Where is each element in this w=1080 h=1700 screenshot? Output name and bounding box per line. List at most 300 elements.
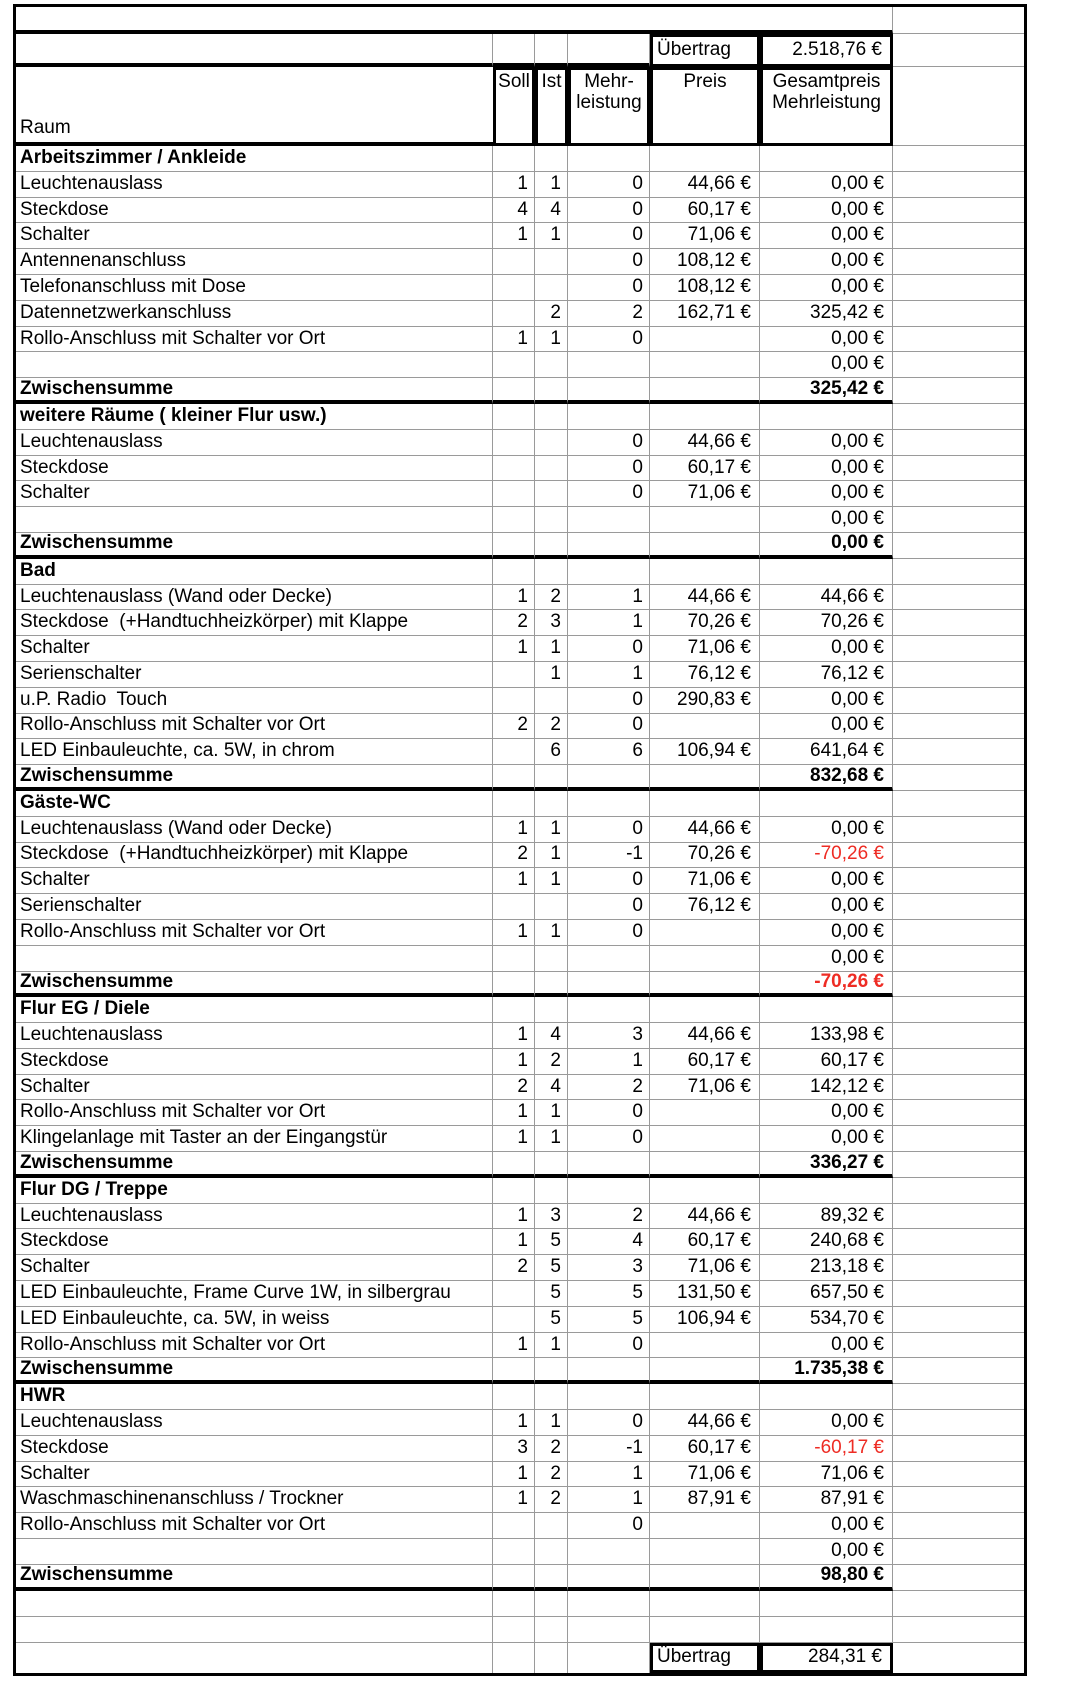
extra-cell: [893, 1023, 1024, 1049]
extra-cell: [893, 1204, 1024, 1230]
column-header-gesamtpreis-line2: Mehrleistung: [772, 91, 881, 113]
carryover-top-mehr-cell: [568, 34, 650, 67]
extra-cell: [893, 533, 1024, 559]
preis-cell: 71,06 €: [650, 868, 760, 894]
room-cell: Leuchtenauslass: [16, 1410, 493, 1436]
mehrleistung-cell: 2: [568, 1075, 650, 1101]
mehrleistung-cell: -1: [568, 1436, 650, 1462]
empty-cell: [650, 559, 760, 585]
room-cell: Schalter: [16, 868, 493, 894]
room-cell: [16, 946, 493, 972]
carryover-bottom-extra-cell: [893, 1643, 1024, 1673]
extra-cell: [893, 249, 1024, 275]
preis-cell: [650, 1333, 760, 1359]
soll-cell: [493, 1281, 535, 1307]
preis-cell: 44,66 €: [650, 1410, 760, 1436]
soll-cell: [493, 688, 535, 714]
mehrleistung-cell: 0: [568, 1410, 650, 1436]
preis-cell: [650, 507, 760, 533]
mehrleistung-cell: 0: [568, 1513, 650, 1539]
empty-cell: [568, 378, 650, 404]
column-header-mehrleistung-line1: Mehr-: [584, 71, 634, 92]
room-cell: Klingelanlage mit Taster an der Eingangstür: [16, 1126, 493, 1152]
carryover-bottom-soll-cell: [493, 1643, 535, 1673]
gesamtpreis-cell: 60,17 €: [760, 1049, 893, 1075]
mehrleistung-cell: 0: [568, 714, 650, 740]
empty-cell: [893, 1384, 1024, 1410]
item-row: [16, 1023, 1024, 1049]
subtotal-row: [16, 972, 1024, 998]
empty-cell: [493, 559, 535, 585]
preis-cell: [650, 1513, 760, 1539]
column-header-gesamtpreis-line1: Gesamtpreis: [772, 71, 881, 92]
empty-cell: [650, 791, 760, 817]
gesamtpreis-cell: 89,32 €: [760, 1204, 893, 1230]
carryover-top-row: [16, 34, 1024, 67]
extra-cell: [893, 327, 1024, 353]
column-header-extra-cell: [893, 67, 1024, 146]
item-row: [16, 1255, 1024, 1281]
preis-cell: 44,66 €: [650, 1204, 760, 1230]
gesamtpreis-cell: 0,00 €: [760, 868, 893, 894]
ist-cell: [535, 946, 568, 972]
item-row: [16, 249, 1024, 275]
mehrleistung-cell: 2: [568, 1204, 650, 1230]
preis-cell: 108,12 €: [650, 275, 760, 301]
carryover-bottom-raum-cell: [16, 1643, 493, 1673]
subtotal-label: Zwischensumme: [16, 1565, 493, 1591]
preis-cell: 70,26 €: [650, 843, 760, 869]
ist-cell: 4: [535, 1023, 568, 1049]
ist-cell: 2: [535, 1436, 568, 1462]
column-header-row: [16, 67, 1024, 146]
carryover-top-extra-cell: [893, 34, 1024, 67]
preis-cell: 162,71 €: [650, 301, 760, 327]
item-row: [16, 1462, 1024, 1488]
room-cell: Rollo-Anschluss mit Schalter vor Ort: [16, 1513, 493, 1539]
ist-cell: 1: [535, 1126, 568, 1152]
soll-cell: [493, 1539, 535, 1565]
empty-cell: [650, 1565, 760, 1591]
soll-cell: [493, 662, 535, 688]
extra-cell: [893, 1075, 1024, 1101]
preis-cell: [650, 352, 760, 378]
ist-cell: 4: [535, 1075, 568, 1101]
gesamtpreis-cell: -70,26 €: [760, 843, 893, 869]
preis-cell: [650, 946, 760, 972]
ist-cell: [535, 249, 568, 275]
ist-cell: [535, 352, 568, 378]
room-cell: Schalter: [16, 1462, 493, 1488]
carryover-bottom-mehr-cell: [568, 1643, 650, 1673]
gesamtpreis-cell: 657,50 €: [760, 1281, 893, 1307]
carryover-bottom-ist-cell: [535, 1643, 568, 1673]
room-cell: Schalter: [16, 1255, 493, 1281]
mehrleistung-cell: 1: [568, 1049, 650, 1075]
extra-cell: [893, 507, 1024, 533]
column-header-mehrleistung: [568, 67, 650, 146]
empty-cell: [568, 559, 650, 585]
gesamtpreis-cell: 0,00 €: [760, 714, 893, 740]
room-cell: Leuchtenauslass: [16, 1023, 493, 1049]
gesamtpreis-cell: 0,00 €: [760, 352, 893, 378]
empty-cell: [568, 1358, 650, 1384]
empty-cell: [535, 559, 568, 585]
gesamtpreis-cell: 76,12 €: [760, 662, 893, 688]
room-cell: Leuchtenauslass (Wand oder Decke): [16, 817, 493, 843]
ist-cell: 5: [535, 1255, 568, 1281]
preis-cell: 108,12 €: [650, 249, 760, 275]
extra-cell: [893, 972, 1024, 998]
top-empty-extra-cell: [893, 7, 1024, 34]
section-title-row: [16, 404, 1024, 430]
extra-cell: [893, 456, 1024, 482]
soll-cell: [493, 456, 535, 482]
item-row: [16, 1513, 1024, 1539]
soll-cell: [493, 481, 535, 507]
gesamtpreis-cell: 641,64 €: [760, 739, 893, 765]
extra-cell: [893, 1307, 1024, 1333]
preis-cell: 290,83 €: [650, 688, 760, 714]
mehrleistung-cell: 0: [568, 456, 650, 482]
extra-cell: [893, 662, 1024, 688]
preis-cell: 106,94 €: [650, 1307, 760, 1333]
empty-cell: [493, 972, 535, 998]
preis-cell: 106,94 €: [650, 739, 760, 765]
column-header-preis: Preis: [650, 67, 760, 146]
gesamtpreis-cell: 0,00 €: [760, 1333, 893, 1359]
mehrleistung-cell: 0: [568, 688, 650, 714]
room-cell: LED Einbauleuchte, Frame Curve 1W, in silbergrau: [16, 1281, 493, 1307]
extra-cell: [893, 1255, 1024, 1281]
extra-cell: [893, 636, 1024, 662]
empty-cell: [650, 972, 760, 998]
empty-cell: [493, 1358, 535, 1384]
extra-cell: [893, 739, 1024, 765]
ist-cell: [535, 456, 568, 482]
item-row: [16, 714, 1024, 740]
empty-cell: [493, 533, 535, 559]
empty-cell: [893, 791, 1024, 817]
subtotal-value: 832,68 €: [760, 765, 893, 791]
empty-cell: [650, 146, 760, 172]
item-row: [16, 275, 1024, 301]
mehrleistung-cell: [568, 1539, 650, 1565]
extra-cell: [893, 198, 1024, 224]
empty-cell: [493, 1384, 535, 1410]
preis-cell: 60,17 €: [650, 1229, 760, 1255]
preis-cell: [650, 1539, 760, 1565]
soll-cell: 1: [493, 172, 535, 198]
empty-cell: [535, 404, 568, 430]
mehrleistung-cell: 1: [568, 1462, 650, 1488]
subtotal-value: 0,00 €: [760, 533, 893, 559]
section-title: HWR: [16, 1384, 493, 1410]
empty-cell: [535, 972, 568, 998]
ist-cell: 4: [535, 198, 568, 224]
empty-cell: [650, 404, 760, 430]
ist-cell: 1: [535, 172, 568, 198]
empty-cell: [893, 146, 1024, 172]
empty-cell: [650, 765, 760, 791]
empty-cell: [568, 997, 650, 1023]
carryover-top-value: 2.518,76 €: [760, 34, 893, 67]
ist-cell: 1: [535, 662, 568, 688]
soll-cell: 1: [493, 327, 535, 353]
mehrleistung-cell: 3: [568, 1023, 650, 1049]
empty-cell: [493, 997, 535, 1023]
room-cell: LED Einbauleuchte, ca. 5W, in weiss: [16, 1307, 493, 1333]
extra-cell: [893, 688, 1024, 714]
soll-cell: [493, 894, 535, 920]
soll-cell: [493, 1513, 535, 1539]
section-title: Gäste-WC: [16, 791, 493, 817]
room-cell: Steckdose: [16, 1049, 493, 1075]
column-header-gesamtpreis: [760, 67, 893, 146]
extra-cell: [893, 275, 1024, 301]
empty-cell: [650, 378, 760, 404]
item-row: [16, 1410, 1024, 1436]
preis-cell: 44,66 €: [650, 430, 760, 456]
gesamtpreis-cell: 0,00 €: [760, 275, 893, 301]
empty-cell: [650, 533, 760, 559]
mehrleistung-cell: 4: [568, 1229, 650, 1255]
subtotal-label: Zwischensumme: [16, 1358, 493, 1384]
ist-cell: 1: [535, 636, 568, 662]
gesamtpreis-cell: 534,70 €: [760, 1307, 893, 1333]
column-header-ist: Ist: [535, 67, 568, 146]
extra-cell: [893, 817, 1024, 843]
item-row: [16, 868, 1024, 894]
mehrleistung-cell: 1: [568, 610, 650, 636]
column-header-raum: Raum: [16, 67, 493, 146]
preis-cell: 71,06 €: [650, 481, 760, 507]
soll-cell: 3: [493, 1436, 535, 1462]
preis-cell: 71,06 €: [650, 1255, 760, 1281]
extra-cell: [893, 1462, 1024, 1488]
soll-cell: 1: [493, 1487, 535, 1513]
carryover-top-label: Übertrag: [650, 34, 760, 67]
bottom-empty-row: [16, 1591, 1024, 1617]
gesamtpreis-cell: 0,00 €: [760, 920, 893, 946]
soll-cell: 1: [493, 223, 535, 249]
empty-cell: [493, 1565, 535, 1591]
room-cell: Rollo-Anschluss mit Schalter vor Ort: [16, 327, 493, 353]
ist-cell: [535, 275, 568, 301]
mehrleistung-cell: 0: [568, 481, 650, 507]
gesamtpreis-cell: 213,18 €: [760, 1255, 893, 1281]
soll-cell: 4: [493, 198, 535, 224]
item-row: [16, 172, 1024, 198]
empty-cell: [568, 1152, 650, 1178]
mehrleistung-cell: 0: [568, 1333, 650, 1359]
mehrleistung-cell: 0: [568, 868, 650, 894]
mehrleistung-cell: 0: [568, 275, 650, 301]
preis-cell: 76,12 €: [650, 894, 760, 920]
gesamtpreis-cell: 0,00 €: [760, 223, 893, 249]
empty-cell: [535, 791, 568, 817]
empty-cell: [535, 1178, 568, 1204]
soll-cell: [493, 946, 535, 972]
section-title: Flur EG / Diele: [16, 997, 493, 1023]
item-row: [16, 920, 1024, 946]
room-cell: Waschmaschinenanschluss / Trockner: [16, 1487, 493, 1513]
soll-cell: 1: [493, 585, 535, 611]
item-row: [16, 1539, 1024, 1565]
preis-cell: 87,91 €: [650, 1487, 760, 1513]
mehrleistung-cell: 0: [568, 327, 650, 353]
empty-cell: [535, 1384, 568, 1410]
room-cell: Serienschalter: [16, 662, 493, 688]
item-row: [16, 223, 1024, 249]
empty-cell: [493, 765, 535, 791]
soll-cell: 1: [493, 1333, 535, 1359]
empty-cell: [650, 997, 760, 1023]
preis-cell: 44,66 €: [650, 1023, 760, 1049]
gesamtpreis-cell: 44,66 €: [760, 585, 893, 611]
extra-cell: [893, 1281, 1024, 1307]
room-cell: Schalter: [16, 481, 493, 507]
extra-cell: [893, 1513, 1024, 1539]
preis-cell: [650, 1100, 760, 1126]
subtotal-value: 336,27 €: [760, 1152, 893, 1178]
extra-cell: [893, 1487, 1024, 1513]
empty-cell: [568, 533, 650, 559]
ist-cell: 1: [535, 817, 568, 843]
soll-cell: 2: [493, 714, 535, 740]
empty-cell: [493, 1152, 535, 1178]
preis-cell: 70,26 €: [650, 610, 760, 636]
soll-cell: [493, 301, 535, 327]
room-cell: Schalter: [16, 223, 493, 249]
empty-cell: [493, 378, 535, 404]
ist-cell: 2: [535, 585, 568, 611]
gesamtpreis-cell: 71,06 €: [760, 1462, 893, 1488]
item-row: [16, 456, 1024, 482]
ist-cell: [535, 1513, 568, 1539]
preis-cell: 44,66 €: [650, 172, 760, 198]
room-cell: u.P. Radio Touch: [16, 688, 493, 714]
mehrleistung-cell: 1: [568, 1487, 650, 1513]
soll-cell: 1: [493, 1100, 535, 1126]
extra-cell: [893, 843, 1024, 869]
gesamtpreis-cell: 70,26 €: [760, 610, 893, 636]
room-cell: Telefonanschluss mit Dose: [16, 275, 493, 301]
ist-cell: 3: [535, 1204, 568, 1230]
extra-cell: [893, 1100, 1024, 1126]
soll-cell: [493, 275, 535, 301]
gesamtpreis-cell: 0,00 €: [760, 481, 893, 507]
subtotal-label: Zwischensumme: [16, 1152, 493, 1178]
subtotal-label: Zwischensumme: [16, 533, 493, 559]
subtotal-value: 325,42 €: [760, 378, 893, 404]
ist-cell: 2: [535, 1049, 568, 1075]
preis-cell: 71,06 €: [650, 1075, 760, 1101]
room-cell: Datennetzwerkanschluss: [16, 301, 493, 327]
gesamtpreis-cell: 133,98 €: [760, 1023, 893, 1049]
empty-cell: [493, 404, 535, 430]
ist-cell: [535, 1539, 568, 1565]
preis-cell: 60,17 €: [650, 198, 760, 224]
extra-cell: [893, 481, 1024, 507]
room-cell: Steckdose (+Handtuchheizkörper) mit Klappe: [16, 610, 493, 636]
mehrleistung-cell: 0: [568, 249, 650, 275]
preis-cell: 76,12 €: [650, 662, 760, 688]
mehrleistung-cell: [568, 352, 650, 378]
carryover-top-raum-cell: [16, 34, 493, 67]
extra-cell: [893, 1565, 1024, 1591]
empty-cell: [650, 1152, 760, 1178]
ist-cell: 1: [535, 1100, 568, 1126]
gesamtpreis-cell: 0,00 €: [760, 1539, 893, 1565]
mehrleistung-cell: 0: [568, 430, 650, 456]
ist-cell: 1: [535, 843, 568, 869]
empty-cell: [535, 378, 568, 404]
extra-cell: [893, 1410, 1024, 1436]
soll-cell: [493, 739, 535, 765]
item-row: [16, 1126, 1024, 1152]
column-header-soll: Soll: [493, 67, 535, 146]
item-row: [16, 352, 1024, 378]
ist-cell: 5: [535, 1281, 568, 1307]
cost-table: [13, 4, 1027, 1676]
room-cell: Schalter: [16, 1075, 493, 1101]
room-cell: Leuchtenauslass: [16, 1204, 493, 1230]
extra-cell: [893, 1333, 1024, 1359]
subtotal-value: 98,80 €: [760, 1565, 893, 1591]
gesamtpreis-cell: 87,91 €: [760, 1487, 893, 1513]
soll-cell: 2: [493, 610, 535, 636]
section-title: Bad: [16, 559, 493, 585]
section-title-row: [16, 1178, 1024, 1204]
extra-cell: [893, 430, 1024, 456]
room-cell: [16, 1539, 493, 1565]
subtotal-row: [16, 1152, 1024, 1178]
top-empty-main-cell: [16, 7, 893, 34]
empty-cell: [893, 404, 1024, 430]
section-title: Flur DG / Treppe: [16, 1178, 493, 1204]
item-row: [16, 430, 1024, 456]
preis-cell: [650, 327, 760, 353]
empty-cell: [535, 1565, 568, 1591]
gesamtpreis-cell: 0,00 €: [760, 1410, 893, 1436]
gesamtpreis-cell: 240,68 €: [760, 1229, 893, 1255]
section-title-row: [16, 146, 1024, 172]
bottom-empty-row: [16, 1617, 1024, 1643]
gesamtpreis-cell: 0,00 €: [760, 430, 893, 456]
extra-cell: [893, 1539, 1024, 1565]
item-row: [16, 507, 1024, 533]
item-row: [16, 894, 1024, 920]
room-cell: Rollo-Anschluss mit Schalter vor Ort: [16, 1100, 493, 1126]
extra-cell: [893, 1049, 1024, 1075]
mehrleistung-cell: 0: [568, 223, 650, 249]
ist-cell: 1: [535, 1333, 568, 1359]
mehrleistung-cell: 0: [568, 894, 650, 920]
soll-cell: 1: [493, 1204, 535, 1230]
column-header-mehrleistung-line2: leistung: [576, 91, 642, 113]
extra-cell: [893, 920, 1024, 946]
mehrleistung-cell: 0: [568, 636, 650, 662]
ist-cell: 3: [535, 610, 568, 636]
empty-cell: [760, 997, 893, 1023]
soll-cell: 1: [493, 1126, 535, 1152]
extra-cell: [893, 868, 1024, 894]
empty-cell: [760, 559, 893, 585]
mehrleistung-cell: 1: [568, 662, 650, 688]
carryover-bottom-value: 284,31 €: [760, 1643, 893, 1673]
empty-cell: [893, 559, 1024, 585]
